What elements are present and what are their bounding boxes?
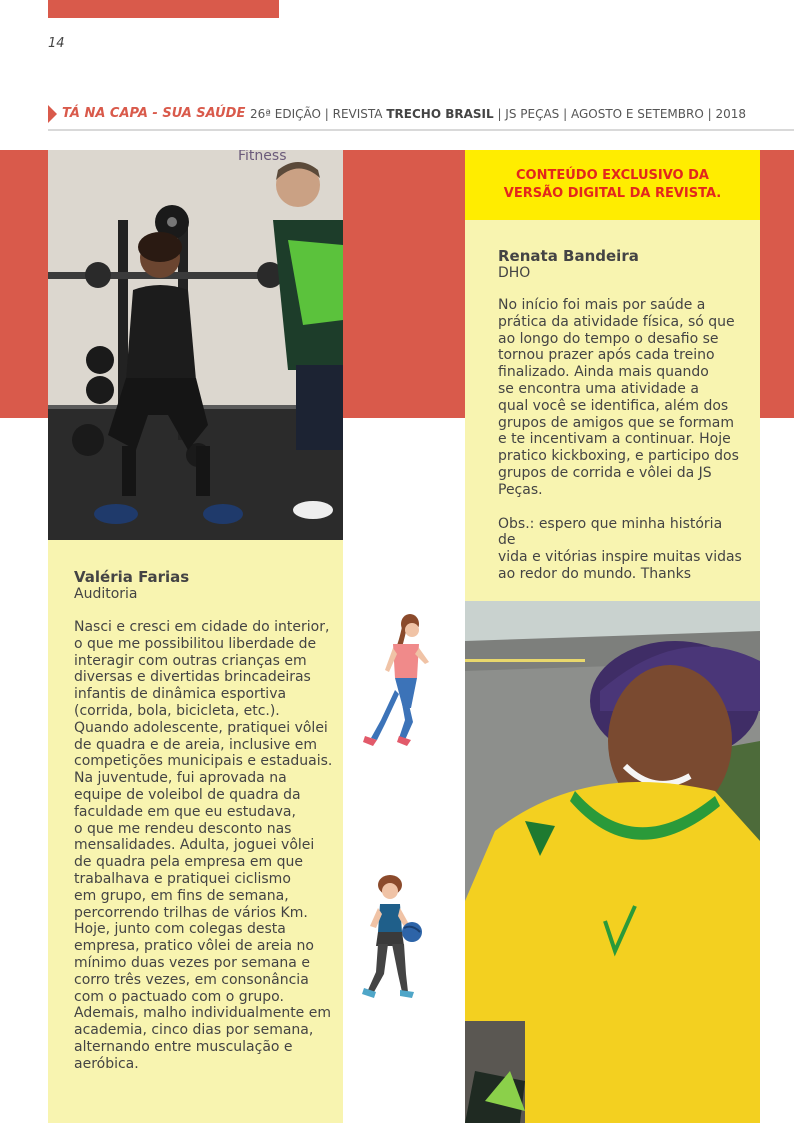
running-woman-icon xyxy=(355,612,435,754)
profile-left-content xyxy=(74,568,336,1073)
profile-text: No início foi mais por saúde a prática da atividade física, só que ao longo do tempo o desafio se tornou prazer após cada treino finalizado. Ainda mais quando se encontra uma atividade a qual você se identifica, além dos grupos de amigos que se formam e te incentivam a continuar. Hoje pratico kickboxing, e participo dos grupos de corrida e vôlei da JS Peças. xyxy=(498,297,739,498)
section-marker-icon xyxy=(48,105,57,123)
profile-text: Nasci e cresci em cidade do interior, o que me possibilitou liberdade de interagir com outras crianças em diversas e divertidas brincadeiras infantis de dinâmica esportiva (corrida, bola, bicicleta, etc.). Quando adolescente, pratiquei vôlei de quadra e de areia, inclusive em competições municipais e estaduais. Na juventude, fui aprovada na equipe de voleibol de quadra da faculdade em que eu estudava, o que me rendeu desconto nas mensalidades. Adulta, joguei vôlei de quadra pela empresa em que trabalhava e pratiquei ciclismo em grupo, em fins de semana, percorrendo trilhas de vários Km. Hoje, junto com colegas desta empresa, pratico vôlei de areia no mínimo duas vezes por semana e corro três vezes, em consonância com o pactuado com o grupo. Ademais, malho individualmente em academia, cinco dias por semana, alternando entre musculação e aeróbica. xyxy=(74,619,333,1072)
gym-sign-text: Fitness xyxy=(238,150,287,164)
edition-brand: TRECHO BRASIL xyxy=(386,107,494,121)
gym-scene-illustration xyxy=(48,150,343,540)
red-band-right xyxy=(760,150,794,418)
profile-name: Valéria Farias xyxy=(74,568,190,586)
exclusive-content-banner xyxy=(465,150,760,220)
section-title: TÁ NA CAPA - SUA SAÚDE xyxy=(62,106,246,121)
runner-illustration xyxy=(355,612,435,754)
selfie-scene-illustration xyxy=(465,601,760,1123)
profile-role: DHO xyxy=(498,265,531,281)
red-band-middle xyxy=(343,150,465,418)
profile-right-content xyxy=(498,247,743,583)
profile-note: Obs.: espero que minha história de vida e vitórias inspire muitas vidas ao redor do mundo. Thanks xyxy=(498,515,742,582)
banner-text: CONTEÚDO EXCLUSIVO DA VERSÃO DIGITAL DA REVISTA. xyxy=(503,168,722,201)
photo-selfie-brazil-jersey xyxy=(465,601,760,1123)
edition-prefix: 26ª EDIÇÃO | REVISTA xyxy=(250,107,387,121)
profile-role: Auditoria xyxy=(74,586,138,602)
photo-gym-squat xyxy=(48,150,343,540)
page-header xyxy=(48,103,794,131)
profile-name: Renata Bandeira xyxy=(498,247,639,265)
ball-girl-illustration xyxy=(360,874,432,1008)
edition-info xyxy=(250,107,746,121)
page-number: 14 xyxy=(48,36,65,51)
edition-suffix: | JS PEÇAS | AGOSTO E SETEMBRO | 2018 xyxy=(493,107,746,121)
top-accent-bar xyxy=(48,0,279,18)
woman-with-ball-icon xyxy=(360,874,432,1008)
